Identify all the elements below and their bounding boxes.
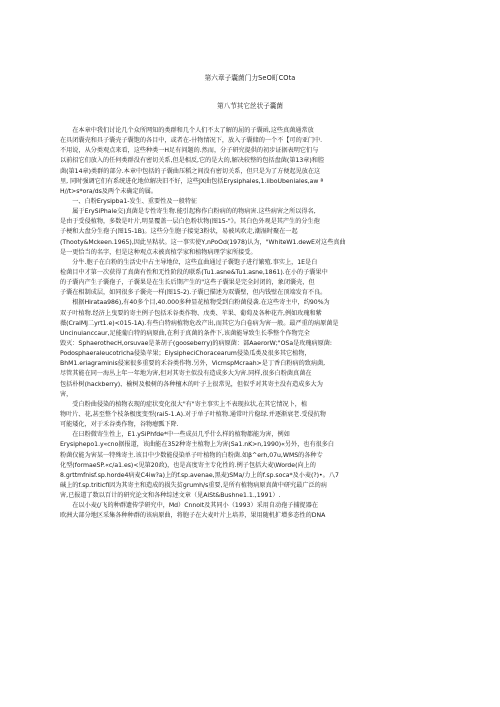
body-line: 双子叶植物.经济上曳要的寄主例子包括禾谷类作物、戊类、苹果、葡萄及各种花卉,例如玫瑰和紫 [60, 309, 322, 317]
body-line: H//t>s*ora/ds及两个未确定的属。 [60, 187, 158, 195]
body-line: 碱上的f.sp.triticfl因为其寄主和造成的损失贫grumh/s重要,是所有植物病原真菌中研究最广泛的病 [60, 481, 327, 489]
body-line: Podosphaeraleucotricha侵染苹果；EiysipheciChoracearum侵染瓜类及很多其它植物， [60, 350, 311, 358]
body-line: 以前招它们放入的任何类群没有密切关系,但是相反,它的是大的,解决较整的包括盘菌(第13章)和腔 [60, 157, 325, 165]
body-line: 分牛.胞子在白粉的生活史中占主导地位，这些直曲通过子囊饱子进行繁殖.事实上，1E是白 [60, 258, 318, 266]
body-line: 在以小麦(/飞的种群遗传学研究中，Md）Cnnolt及其同小（1993）采用自动孢子捕捉器在 [60, 502, 319, 510]
body-line: 子梗和大盘分生孢子(图15-1B)。这些分生胞子接觉3粉状，易被风吹走,潮湿时聚在一起 [60, 228, 298, 236]
body-line: 粉菌仅能为害某一特殊寄主.该目中少数能侵染单子叶植物的白粉菌.如β^erh,07u,WMS的各种专 [60, 451, 323, 459]
body-line: 是一更恰当的名字，但是这种观点未被真植学家和植物病理学家所接受。 [60, 248, 257, 256]
body-line: 可能矮化，对于禾谷类作物，谷物瘪瓢下降. [60, 421, 179, 429]
body-line: Uncinuianccaur,足能葡白特的病原曲,在利于真菌的条件下,该菌能导致生长季整个作物完全 [60, 329, 310, 337]
body-line: 菌(第14章)类群的部分.本章中包括的子囊曲压稻之间没有密切关系，但只是为了方便起见放在这 [60, 167, 321, 175]
body-line: Erysiphepo1.y«cno据报道，该曲能在352种寄主植物上为害(Sa1.nK>n,1990)«另外，也有很多白 [60, 441, 335, 449]
chapter-title: 第六章子囊菌门力SeO町COta [204, 74, 296, 82]
body-line: 一、白粉Erysipba1-发生、重要性及一般特征 [60, 197, 198, 205]
body-line: 薇(CralMJ二yrt1.e)<015-1A).有些白特病植物危改产出,而其它为白卷病为害一般。最严重的病原菌是 [60, 319, 339, 327]
body-line: 害,已报道了数以百计的研究论文和各种综述文章（见AiSt&Bushne1.1.,1991）. [60, 492, 281, 500]
body-line: 的子囊内产生子囊孢子，子囊果是在生长后期产生的"这些子囊果是完全封闭的，象闭囊壳，但 [60, 279, 315, 287]
body-line: 在具闭囊壳和具子囊壳子囊饱的各目中，或者在-卄物情况下，放入子囊储的一个不【可的亚门中. [60, 137, 323, 145]
body-line: 在本章中我们讨论几个众所网知的类群和几个人们不太了解的屈的子囊函,这些真菌通常放 [60, 127, 314, 134]
body-line: 检菌目中才第一次获得了真菌有性和无性阶段的联系(Tu1.asne&Tu1.asne,1861).在小的子囊果中 [60, 268, 328, 276]
section-title: 第八节其它丝状子囊菌 [217, 102, 283, 110]
body-line: BhM1.eriagraminis侵案很多重要的禾谷类作物.另外，VicmspMcraah>是丁香白粉病的致病菌, [60, 360, 326, 368]
body-line: 在曰粉微寄生性上，E1.ySiPhfde*中一些成员几乎什么样的植物都能为害，例如 [60, 431, 290, 439]
body-line: 害， [60, 390, 73, 398]
body-line: 欧洲大部分地区采集各种种群的该病原曲，将胞子在大麦叶片上培养，果用随机扩增多态性的DNA [60, 512, 326, 520]
body-line: 化型(formaeSP.«c/a1.es)<见第20政)，也是高度寄主专化性的.例子包括大麦\Worde(向上的 [60, 461, 316, 469]
body-line: 物叶片、花,甚至整个枝条极度变型(rai5-1.A).对于单子叶植物.通常叶片稳绿.并逐渐衰老.受侵抗物 [60, 410, 326, 418]
body-line: 属于ErySiPhale交)真菌是专性寄生物.能引起称作白粉病的的物病害.这些病害之所以得名, [60, 208, 316, 216]
body-line: 是由于受侵植物，多数是叶片,明显覆盖一层白色粉状物(图15-"》。其白色外观是其产生的分生孢 [60, 218, 320, 226]
body-line: 子囊在相制成层，如同很多子囊壳一样(图15-2).子囊已描述为双囊壁，但内钱壁在顶端发育不良。 [60, 289, 327, 297]
body-line: 受白粉曲侵染的植物衣现的症状变化很大"有"寄主事实上不表现拉状,在其它情况卜，植 [60, 400, 308, 408]
body-line: 根据Hirataa986),有40多个目,40.000多种显花植物受到白粉菌侵袭.在这些寄主中，约90%为 [60, 299, 330, 307]
body-line: 尽管其能在同一海丛上年一年地为害,但对其寄主似没有造成多大为害.同样,很多白粉菌真菌在 [60, 370, 312, 378]
body-line: 包括朴树(hackberry)、榆树及极树的各种檀木的叶子上很常见，但似乎对其寄主没有造成多大为 [60, 380, 323, 388]
body-line: 毁灭：SphaerothecH,orsuvae是茶胡子(gooseberry)的病原菌：部AaerorW;"OSa是玫瑰病原菌: [60, 339, 332, 347]
body-line: 8.grttmfnisf.sp.horde4病麦C4iw?a)上的f.sp.avenae,黑麦)SMa/力上的f.sp.soca*及小麦(?)•。八7 [60, 471, 339, 479]
body-line: (Thooty&Mckeen.1965),因此呈粘状。这一事实使Y,nPoOd(1978)认为，"WhiteW1.dewE对这些真曲 [60, 238, 346, 246]
body-text [60, 126, 441, 521]
body-line: 不用说，从分类观点来看，这些种类一H足有问题的.然而，分子研究提供的初步证据表明它们与 [60, 147, 319, 155]
body-line: 里, 同时强调它们有系统进化地位解决旧不好，这些JX曲包括Erysiphales,1.iiboUbeniales,aw ª [60, 177, 324, 185]
